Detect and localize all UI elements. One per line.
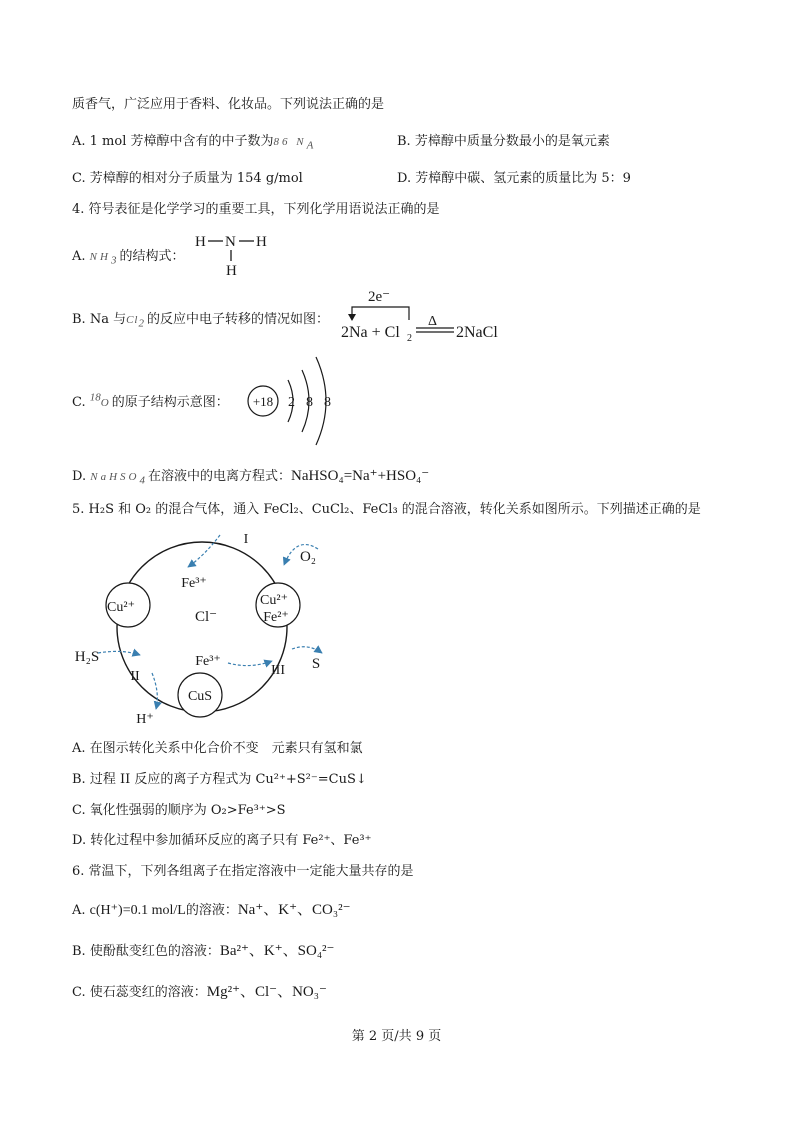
label-h-plus: H⁺ — [136, 712, 154, 727]
arrow-h2s-in — [98, 651, 140, 655]
q3-option-a-symbol: 86 N — [273, 136, 307, 148]
q4-option-c-mass-number: 18 — [89, 391, 101, 404]
nh3-h-bottom: H — [226, 263, 237, 278]
q4-option-c-element: O — [100, 397, 112, 409]
q3-option-d: D. 芳樟醇中碳、氢元素的质量比为 5：9 — [397, 171, 631, 186]
q6-option-a — [72, 901, 350, 920]
electron-shell-count-2: 8 — [306, 395, 313, 410]
label-cu2-left: Cu²⁺ — [107, 600, 135, 615]
q4-option-b-suffix: 的反应中电子转移的情况如图： — [146, 312, 329, 327]
q5-conversion-diagram — [60, 525, 340, 730]
label-fe3-bottom: Fe³⁺ — [195, 654, 221, 669]
q4-option-d-middle: 在溶液中的电离方程式： — [147, 469, 291, 484]
label-fe3-top: Fe³⁺ — [181, 576, 207, 591]
nh3-structural-formula — [192, 230, 282, 278]
equation-heat-sign: Δ — [428, 314, 438, 329]
q4-option-c — [72, 391, 229, 412]
electron-shell-count-3: 8 — [324, 395, 331, 410]
q4-option-b-prefix: B. Na 与 — [72, 312, 127, 327]
equation-cl2-subscript: 2 — [407, 333, 412, 343]
label-stage-ii: II — [130, 669, 140, 684]
nh3-h-left: H — [195, 234, 206, 250]
nh3-n: N — [225, 234, 236, 250]
q6-option-a-ions: Na⁺、K⁺、CO₃²⁻ — [237, 902, 351, 918]
q4-option-d-subscript: 4 — [139, 474, 148, 487]
q4-option-d-symbol: NaHSO — [90, 471, 140, 483]
nh3-h-right: H — [256, 234, 267, 250]
q4-option-a-subscript: 3 — [110, 254, 120, 267]
equation-reactants: 2Na + Cl — [341, 324, 400, 341]
label-cl-minus: Cl⁻ — [194, 609, 218, 625]
q4-stem: 4. 符号表征是化学学习的重要工具，下列化学用语说法正确的是 — [72, 202, 440, 217]
q6-option-b-prefix: B. 使酚酞变红色的溶液： — [72, 944, 220, 959]
electron-transfer-arrowhead — [348, 314, 356, 321]
q4-option-c-suffix: 的原子结构示意图： — [111, 395, 229, 410]
q5-option-c: C. 氧化性强弱的顺序为 O₂>Fe³⁺>S — [72, 803, 286, 818]
q6-option-c-ions: Mg²⁺、Cl⁻、NO₃⁻ — [206, 984, 327, 1000]
arrow-into-fe3-top — [188, 535, 220, 567]
q6-option-b — [72, 942, 334, 961]
q4-option-b-subscript: 2 — [138, 317, 147, 330]
q4-option-d-prefix: D. — [72, 469, 87, 484]
q4-option-a-suffix: 的结构式： — [119, 249, 185, 264]
q6-option-c-prefix: C. 使石蕊变红的溶液： — [72, 985, 207, 1000]
electron-shell-count-1: 2 — [288, 395, 295, 410]
q6-option-a-formula: c(H⁺)=0.1 mol/L — [89, 903, 186, 918]
label-s: S — [311, 656, 321, 672]
q6-stem: 6. 常温下，下列各组离子在指定溶液中一定能大量共存的是 — [72, 864, 414, 879]
q4-option-a-symbol: NH — [89, 251, 111, 263]
q4-option-c-prefix: C. — [72, 395, 86, 410]
label-fe2-right: Fe²⁺ — [263, 610, 289, 625]
page-footer: 第 2 页/共 9 页 — [351, 1029, 442, 1044]
q6-option-a-prefix: A. — [72, 903, 86, 918]
atom-structure-diagram — [244, 350, 344, 450]
electron-transfer-label: 2e⁻ — [368, 289, 391, 305]
q4-option-a — [72, 248, 184, 266]
q5-option-b: B. 过程 II 反应的离子方程式为 Cu²⁺+S²⁻=CuS↓ — [72, 772, 367, 787]
q3-option-c: C. 芳樟醇的相对分子质量为 154 g/mol — [72, 171, 303, 186]
q3-option-a — [72, 133, 316, 151]
label-o2: O₂ — [299, 549, 317, 565]
q6-option-b-ions: Ba²⁺、K⁺、SO₄²⁻ — [219, 943, 335, 959]
q6-option-c — [72, 983, 327, 1002]
q5-option-a: A. 在图示转化关系中化合价不变 元素只有氢和氯 — [72, 741, 363, 756]
q5-option-d: D. 转化过程中参加循环反应的离子只有 Fe²⁺、Fe³⁺ — [72, 833, 372, 848]
label-cu2-right: Cu²⁺ — [260, 593, 288, 608]
q5-stem: 5. H₂S 和 O₂ 的混合气体，通入 FeCl₂、CuCl₂、FeCl₃ 的混合溶液，转化关系如图所示。下列描述正确的是 — [72, 502, 701, 517]
arrow-fe3-bottom — [228, 661, 272, 666]
q3-option-b: B. 芳樟醇中质量分数最小的是氧元素 — [397, 134, 610, 149]
label-stage-iii: III — [271, 663, 285, 678]
electron-transfer-equation — [338, 283, 513, 343]
atom-nucleus-charge: +18 — [252, 394, 274, 409]
arrow-s-out — [292, 647, 322, 653]
q4-option-d — [72, 467, 429, 486]
q6-option-a-mid: 的溶液： — [185, 903, 238, 918]
electron-transfer-bracket — [352, 307, 409, 320]
q3-option-a-subscript: A — [306, 139, 317, 152]
q4-option-d-equation: NaHSO₄=Na⁺+HSO₄⁻ — [290, 468, 430, 484]
label-h2s: H₂S — [74, 649, 100, 665]
label-cus: CuS — [187, 689, 213, 704]
q3-option-a-text: A. 1 mol 芳樟醇中含有的中子数为 — [72, 134, 274, 149]
q4-option-b-symbol: Cl — [126, 314, 139, 326]
label-stage-i: I — [243, 532, 249, 547]
q4-option-b — [72, 311, 329, 329]
q4-option-a-prefix: A. — [72, 249, 86, 264]
intro-line: 质香气，广泛应用于香料、化妆品。下列说法正确的是 — [72, 97, 385, 112]
arrow-h-plus-out — [152, 673, 157, 709]
equation-product: 2NaCl — [456, 324, 498, 341]
